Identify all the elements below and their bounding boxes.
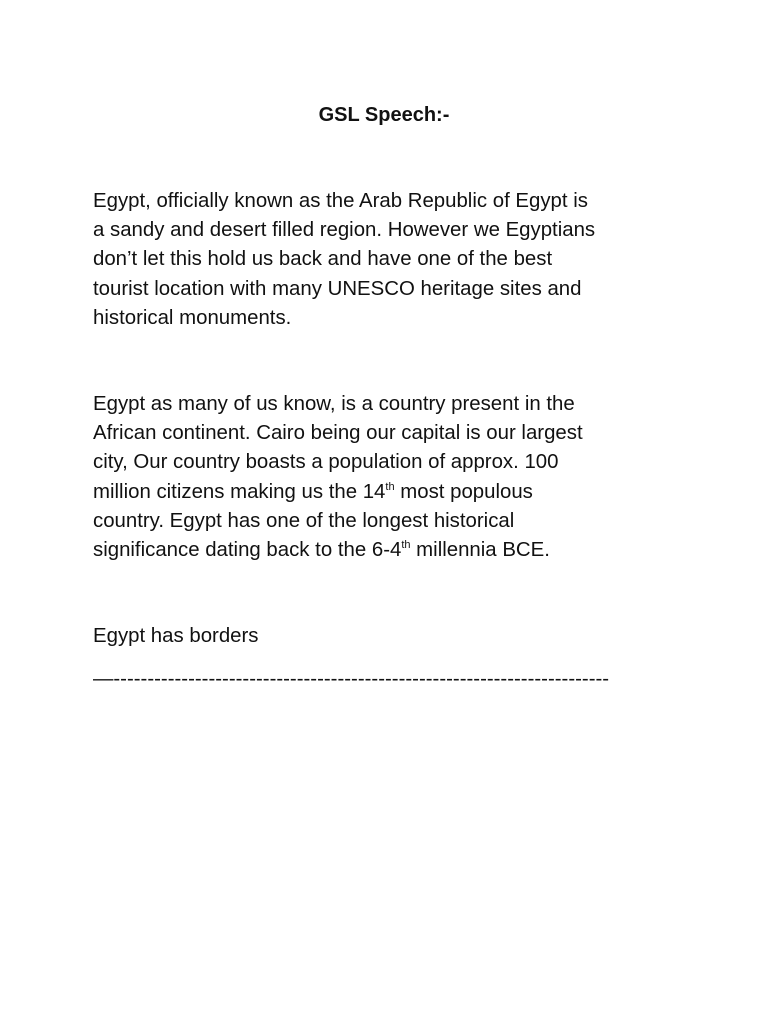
text-line: Egypt as many of us know, is a country present in the bbox=[93, 393, 575, 415]
text-line: city, Our country boasts a population of approx. 100 bbox=[93, 451, 559, 474]
paragraph-intro bbox=[93, 187, 693, 333]
dash-rule: —------------------------------------------------------------------------- bbox=[93, 668, 610, 690]
paragraph-borders: Egypt has borders bbox=[93, 625, 259, 647]
text-line: country. Egypt has one of the longest historical bbox=[93, 509, 515, 532]
text-line bbox=[93, 481, 533, 503]
text-line: don’t let this hold us back and have one of the best bbox=[93, 248, 553, 271]
text-line: Egypt, officially known as the Arab Republic of Egypt is bbox=[93, 190, 588, 212]
superscript-ordinal: th bbox=[401, 539, 411, 552]
text-line: a sandy and desert filled region. However we Egyptians bbox=[93, 219, 596, 242]
paragraph-facts bbox=[93, 390, 693, 565]
text-run: million citizens making us the 14 bbox=[93, 480, 386, 503]
text-line bbox=[93, 539, 550, 561]
text-line: historical monuments. bbox=[93, 306, 292, 329]
text-line: tourist location with many UNESCO heritage sites and bbox=[93, 277, 582, 300]
text-line: African continent. Cairo being our capital is our largest bbox=[93, 422, 583, 445]
text-run: most populous bbox=[394, 480, 533, 503]
superscript-ordinal: th bbox=[385, 480, 395, 493]
text-run: millennia BCE. bbox=[410, 539, 550, 562]
document-title: GSL Speech:- bbox=[318, 104, 450, 126]
text-run: significance dating back to the 6-4 bbox=[93, 539, 402, 562]
